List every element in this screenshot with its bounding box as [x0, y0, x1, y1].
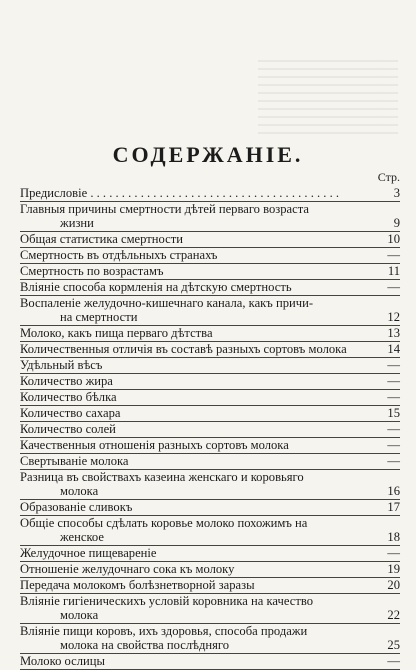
toc-entry [20, 562, 400, 578]
toc-entry-page: 25 [387, 638, 400, 652]
toc-entry-title: Вліяніе пищи коровъ, ихъ здоровья, способа продажи [20, 624, 308, 638]
toc-entry [20, 470, 400, 500]
toc-entry-page: 14 [387, 342, 400, 356]
toc-entry-page: — [387, 654, 400, 668]
toc-entry-title-continued: жизни [60, 216, 94, 230]
toc-entry-title: Передача молокомъ болѣзнетворной заразы [20, 578, 255, 592]
toc-entry-page: — [387, 546, 400, 560]
toc-entry [20, 406, 400, 422]
toc-entry-title-continued: на смертности [60, 310, 138, 324]
toc-entry [20, 202, 400, 232]
toc-entry-page: — [387, 438, 400, 452]
toc-entry-page: 18 [387, 530, 400, 544]
toc-entry [20, 578, 400, 594]
toc-entry-title: Отношеніе желудочнаго сока къ молоку [20, 562, 235, 576]
toc-entry-title: Количество жира [20, 374, 113, 388]
toc-entry-title: Качественныя отношенія разныхъ сортовъ молока [20, 438, 289, 452]
toc-entry [20, 546, 400, 562]
toc-entry-title: Вліяніе способа кормленія на дѣтскую смертность [20, 280, 292, 294]
toc-entry-title: Количество сахара [20, 406, 121, 420]
toc-entry-page: — [387, 390, 400, 404]
toc-entry-title: Главныя причины смертности дѣтей перваго возраста [20, 202, 309, 216]
toc-entry [20, 654, 400, 670]
toc-entry-page: — [387, 358, 400, 372]
toc-entry [20, 374, 400, 390]
toc-entry [20, 264, 400, 280]
toc-entry-title-continued: женское [60, 530, 104, 544]
toc-entry-title: Желудочное пищевареніе [20, 546, 157, 560]
toc-entry-title: Смертность въ отдѣльныхъ странахъ [20, 248, 218, 262]
toc-entry-title-continued: молока на свойства послѣдняго [60, 638, 230, 652]
toc-entry-page: 22 [387, 608, 400, 622]
toc-entry [20, 358, 400, 374]
toc-entry-page: — [387, 374, 400, 388]
toc-entry-title: Количественныя отличія въ составѣ разныхъ сортовъ молока [20, 342, 347, 356]
toc-entry-title-continued: молока [60, 608, 99, 622]
toc-entry [20, 454, 400, 470]
toc-entry-page: 11 [387, 264, 400, 278]
toc-entry-title: Общіе способы сдѣлать коровье молоко похожимъ на [20, 516, 308, 530]
toc-entry [20, 326, 400, 342]
toc-entry-title: Вліяніе гигіеническихъ условій коровника на качество [20, 594, 313, 608]
toc-entry-page: 3 [393, 186, 400, 200]
toc-entry-title: Молоко, какъ пища перваго дѣтства [20, 326, 213, 340]
table-of-contents [20, 186, 400, 670]
toc-entry [20, 516, 400, 546]
toc-entry-title: Общая статистика смертности [20, 232, 183, 246]
toc-entry-title: Количество солей [20, 422, 116, 436]
toc-entry [20, 438, 400, 454]
toc-entry-title-continued: молока [60, 484, 99, 498]
toc-entry-page: — [387, 248, 400, 262]
toc-entry-title: Количество бѣлка [20, 390, 117, 404]
toc-entry-title: Удѣльный вѣсъ [20, 358, 103, 372]
toc-entry [20, 594, 400, 624]
bleed-through-text [258, 54, 398, 134]
toc-entry-title: Предисловіе . . . . . . . . . . . . . . . . . . . . . . . . . . . . . . . . . . . . . . . . [20, 186, 340, 200]
toc-entry [20, 280, 400, 296]
toc-entry [20, 390, 400, 406]
toc-entry [20, 186, 400, 202]
toc-entry-page: 10 [387, 232, 400, 246]
toc-entry-page: 15 [387, 406, 400, 420]
toc-entry [20, 500, 400, 516]
toc-entry [20, 342, 400, 358]
page-title: СОДЕРЖАНІЕ. [112, 142, 304, 167]
toc-entry [20, 422, 400, 438]
toc-entry-title: Смертность по возрастамъ [20, 264, 164, 278]
toc-entry [20, 296, 400, 326]
toc-entry-page: 16 [387, 484, 400, 498]
toc-entry [20, 624, 400, 654]
toc-entry-title: Воспаленіе желудочно-кишечнаго канала, какъ причи- [20, 296, 314, 310]
toc-entry-title: Разница въ свойствахъ казеина женскаго и коровьяго [20, 470, 304, 484]
toc-entry-title: Свертываніе молока [20, 454, 129, 468]
toc-entry-page: 13 [387, 326, 400, 340]
toc-entry-page: 19 [387, 562, 400, 576]
toc-entry-title: Молоко ослицы [20, 654, 105, 668]
toc-entry-page: — [387, 454, 400, 468]
toc-entry-page: — [387, 422, 400, 436]
toc-entry-page: — [387, 280, 400, 294]
toc-entry [20, 248, 400, 264]
toc-entry-page: 17 [387, 500, 400, 514]
toc-entry-page: 9 [393, 216, 400, 230]
toc-entry-title: Образованіе сливокъ [20, 500, 133, 514]
page-column-header: Стр. [377, 170, 400, 184]
toc-entry-page: 20 [387, 578, 400, 592]
toc-entry-page: 12 [387, 310, 400, 324]
toc-entry [20, 232, 400, 248]
